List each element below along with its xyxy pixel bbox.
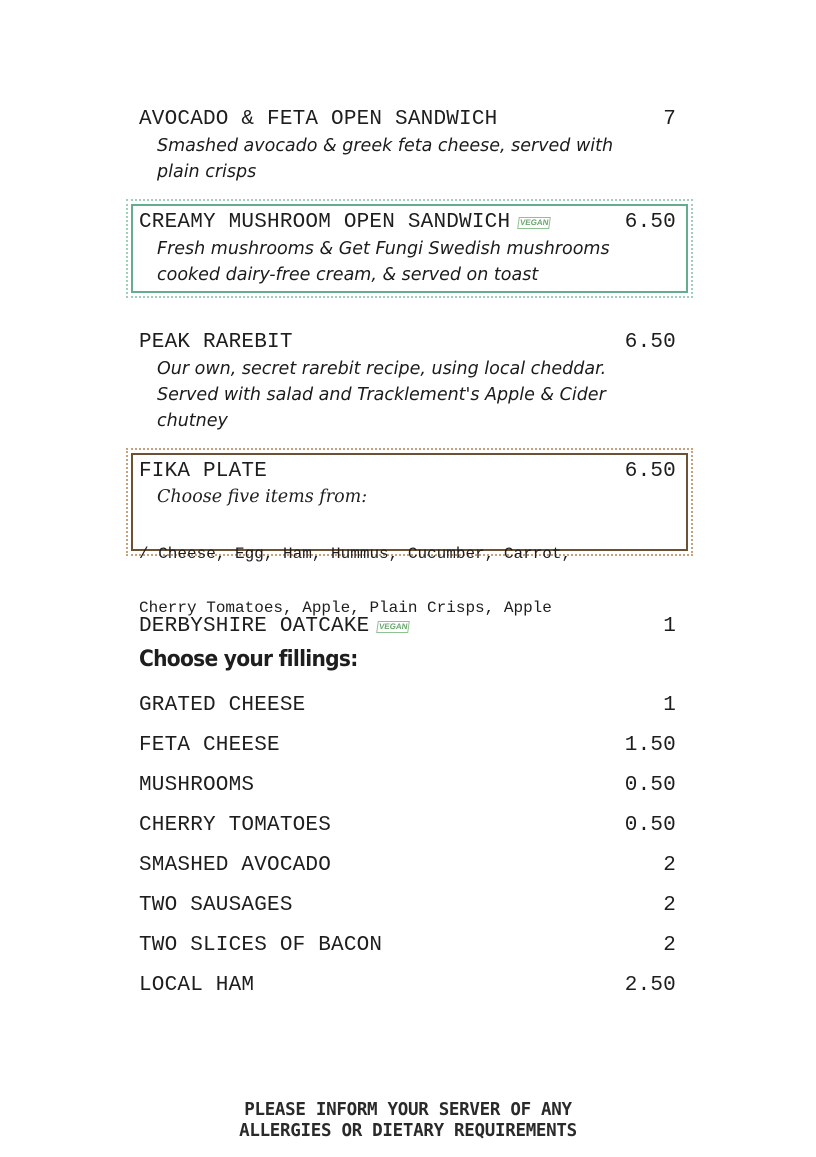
filling-row	[139, 853, 676, 879]
filling-price: 2.50	[624, 974, 676, 997]
filling-price: 2	[663, 854, 676, 877]
filling-row	[139, 733, 676, 759]
filling-row	[139, 773, 676, 799]
filling-row	[139, 973, 676, 999]
filling-row	[139, 693, 676, 719]
filling-name: TWO SAUSAGES	[139, 894, 293, 917]
item-name: CREAMY MUSHROOM OPEN SANDWICH	[139, 211, 511, 234]
filling-name: LOCAL HAM	[139, 974, 255, 997]
item-description	[139, 356, 657, 434]
item-name: PEAK RAREBIT	[139, 331, 293, 354]
allergy-notice-line: ALLERGIES OR DIETARY REQUIREMENTS	[239, 1121, 577, 1141]
option-line: Cherry Tomatoes, Apple, Plain Crisps, Apple	[139, 599, 552, 617]
description-line: Fresh mushrooms & Get Fungi Swedish mushrooms	[157, 239, 610, 259]
filling-row	[139, 893, 676, 919]
filling-price: 0.50	[624, 774, 676, 797]
item-price: 1	[663, 615, 676, 638]
filling-price: 2	[663, 894, 676, 917]
menu-item-avocado-feta	[139, 107, 676, 185]
filling-name: CHERRY TOMATOES	[139, 814, 332, 837]
item-price: 6.50	[624, 211, 676, 234]
choose-instruction: Choose five items from:	[157, 487, 368, 507]
filling-name: SMASHED AVOCADO	[139, 854, 332, 877]
filling-price: 0.50	[624, 814, 676, 837]
filling-name: FETA CHEESE	[139, 734, 280, 757]
filling-name: MUSHROOMS	[139, 774, 255, 797]
allergy-notice-line: PLEASE INFORM YOUR SERVER OF ANY	[244, 1100, 572, 1120]
item-description	[139, 236, 657, 288]
allergy-notice	[0, 1100, 816, 1142]
description-line: Served with salad and Tracklement's Apple & Cider	[157, 385, 606, 405]
filling-row	[139, 813, 676, 839]
item-name: AVOCADO & FETA OPEN SANDWICH	[139, 108, 498, 131]
description-line: chutney	[157, 411, 228, 431]
description-line: cooked dairy-free cream, & served on toast	[157, 265, 539, 285]
item-price: 6.50	[624, 331, 676, 354]
menu-item-peak-rarebit	[139, 330, 676, 434]
item-description	[139, 133, 657, 185]
filling-price: 1.50	[624, 734, 676, 757]
filling-row	[139, 933, 676, 959]
menu-item-derbyshire-oatcake	[139, 614, 676, 640]
item-name: DERBYSHIRE OATCAKE	[139, 615, 370, 638]
filling-price: 2	[663, 934, 676, 957]
item-name: FIKA PLATE	[139, 460, 268, 483]
description-line: plain crisps	[157, 162, 257, 182]
menu-item-creamy-mushroom	[139, 210, 676, 288]
vegan-badge: VEGAN	[377, 621, 411, 633]
vegan-badge: VEGAN	[517, 217, 551, 229]
item-price: 7	[663, 108, 676, 131]
description-line: Our own, secret rarebit recipe, using local cheddar.	[157, 359, 607, 379]
filling-name: TWO SLICES OF BACON	[139, 934, 383, 957]
filling-price: 1	[663, 694, 676, 717]
description-line: Smashed avocado & greek feta cheese, served with	[157, 136, 614, 156]
item-price: 6.50	[624, 460, 676, 483]
fillings-heading: Choose your fillings:	[139, 647, 358, 672]
filling-name: GRATED CHEESE	[139, 694, 306, 717]
option-line: / Cheese, Egg, Ham, Hummus, Cucumber, Carrot,	[139, 545, 572, 563]
